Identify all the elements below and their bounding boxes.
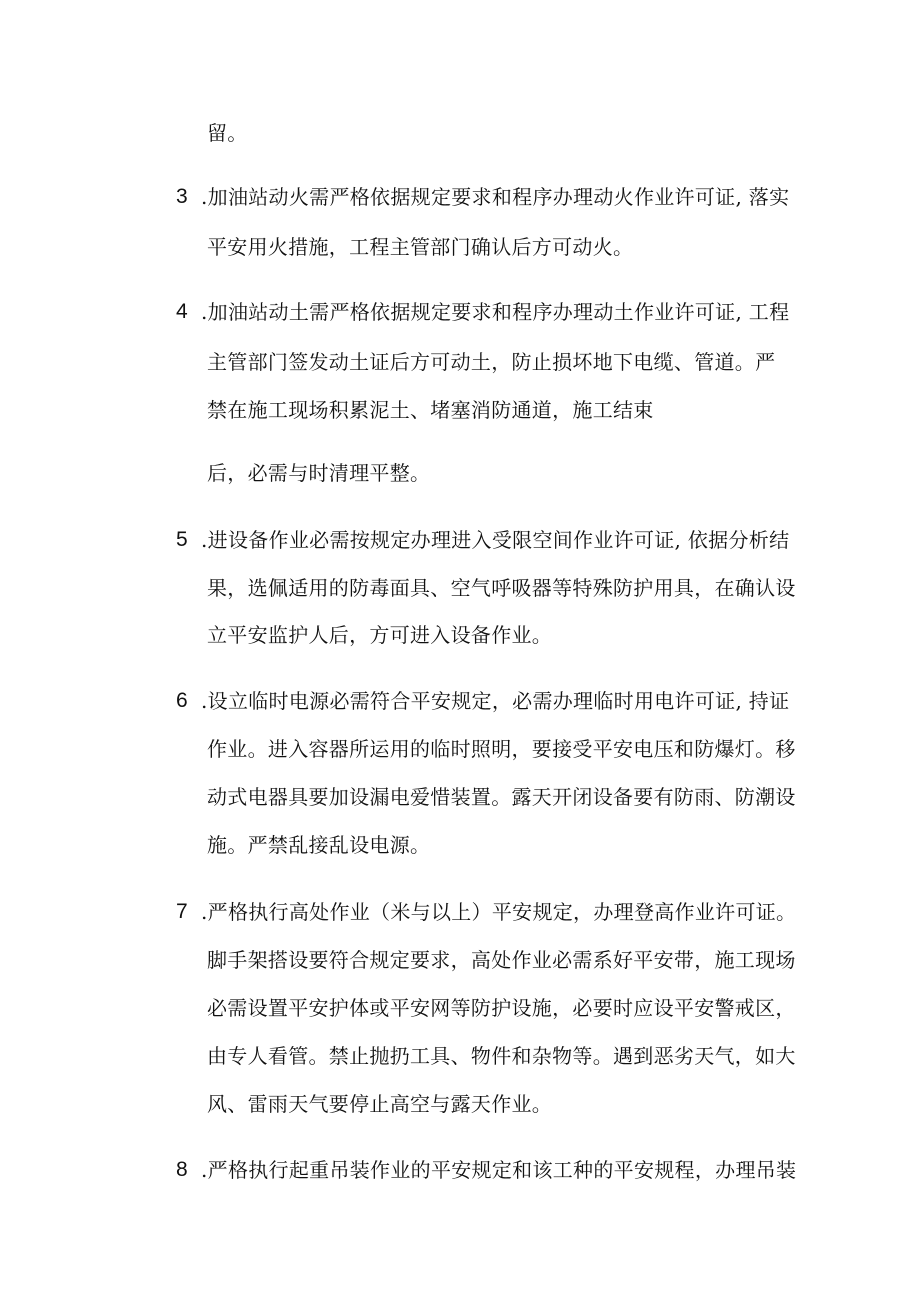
item-line: .加油站动火需严格依据规定要求和程序办理动火作业许可证, 落实 — [201, 185, 790, 209]
item-line: 施。严禁乱接乱设电源。 — [207, 833, 431, 857]
item-number: 5 — [176, 528, 188, 551]
item-line: 主管部门签发动土证后方可动土，防止损坏地下电缆、管道。严 — [207, 350, 776, 374]
item-number: 6 — [176, 689, 188, 712]
item-line: 禁在施工现场积累泥土、堵塞消防通道，施工结束 — [207, 398, 654, 422]
item-number: 7 — [176, 900, 188, 923]
item-line: .严格执行高处作业（米与以上）平安规定，办理登高作业许可证。 — [201, 900, 797, 924]
item-line: .设立临时电源必需符合平安规定，必需办理临时用电许可证, 持证 — [201, 689, 790, 713]
item-line: .严格执行起重吊装作业的平安规定和该工种的平安规程，办理吊装 — [201, 1158, 797, 1182]
item-line: 必需设置平安护体或平安网等防护设施，必要时应设平安警戒区， — [207, 996, 796, 1020]
item-line: 动式电器具要加设漏电爱惜装置。露天开闭设备要有防雨、防潮设 — [207, 785, 796, 809]
item-number: 4 — [176, 300, 188, 323]
continuation-line: 留。 — [207, 121, 248, 145]
item-line: 果，选佩适用的防毒面具、空气呼吸器等特殊防护用具，在确认设 — [207, 576, 796, 600]
item-line: 平安用火措施，工程主管部门确认后方可动火。 — [207, 235, 634, 259]
item-line: 由专人看管。禁止抛扔工具、物件和杂物等。遇到恶劣天气，如大 — [207, 1044, 796, 1068]
item-line: 立平安监护人后，方可进入设备作业。 — [207, 623, 553, 647]
item-number: 8 — [176, 1158, 188, 1181]
item-line: 作业。进入容器所运用的临时照明，要接受平安电压和防爆灯。移 — [207, 737, 796, 761]
item-line: 后，必需与时清理平整。 — [207, 461, 431, 485]
item-line: 脚手架搭设要符合规定要求，高处作业必需系好平安带，施工现场 — [207, 948, 796, 972]
item-line: .加油站动土需严格依据规定要求和程序办理动土作业许可证, 工程 — [201, 300, 790, 324]
item-line: .进设备作业必需按规定办理进入受限空间作业许可证, 依据分析结 — [201, 528, 790, 552]
item-number: 3 — [176, 185, 188, 208]
item-line: 风、雷雨天气要停止高空与露天作业。 — [207, 1092, 553, 1116]
